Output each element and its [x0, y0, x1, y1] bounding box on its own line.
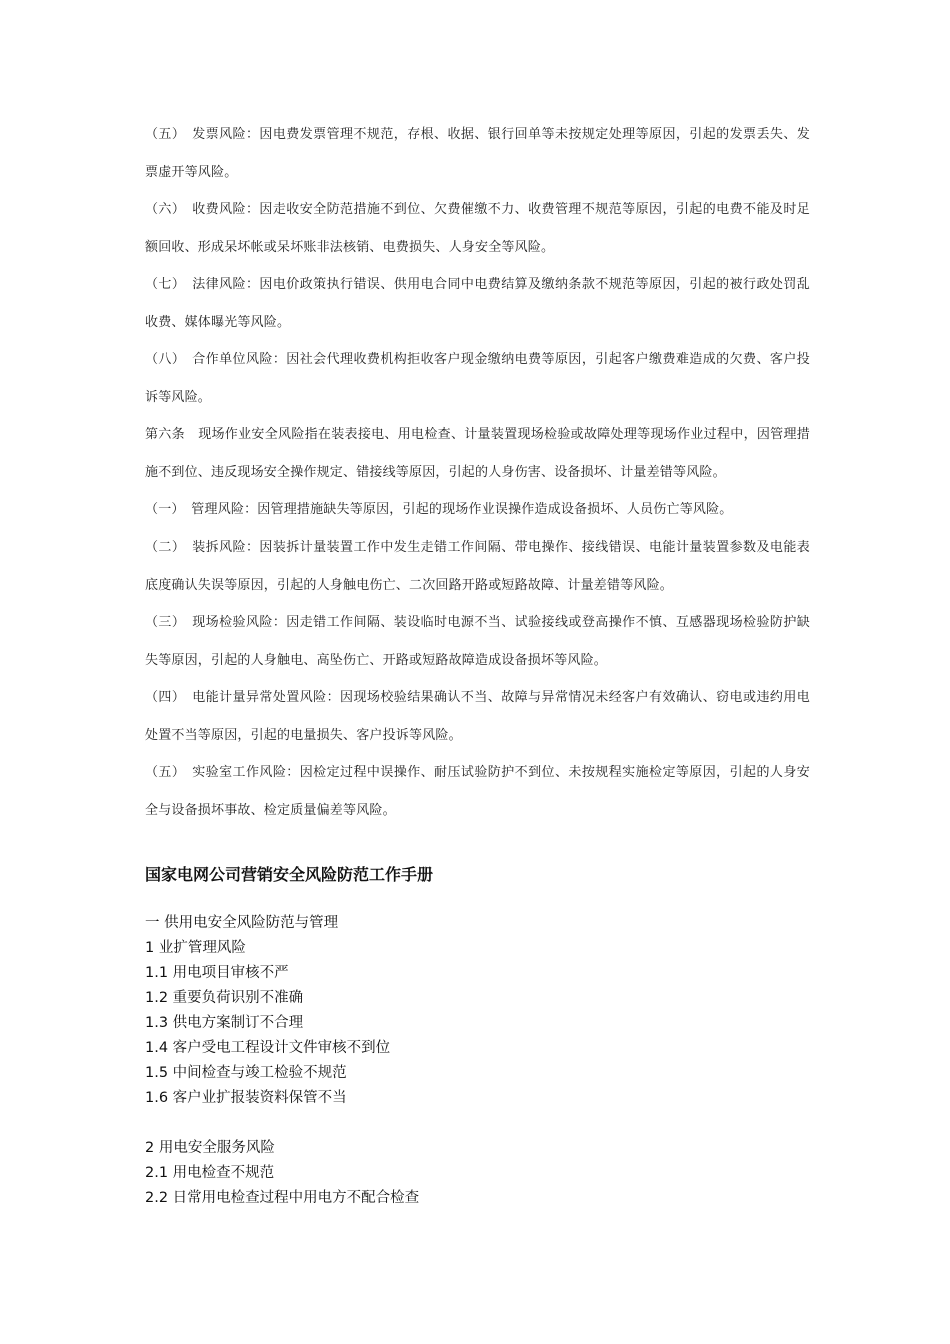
outline-item: 2 用电安全服务风险 — [145, 1140, 275, 1156]
outline-item: 2.2 日常用电检查过程中用电方不配合检查 — [145, 1190, 420, 1206]
paragraph-fee-collection-risk: （六） 收费风险：因走收安全防范措施不到位、欠费催缴不力、收费管理不规范等原因，引起的电费不能及时足额回收、形成呆坏帐或呆坏账非法核销、电费损失、人身安全等风险。 — [145, 202, 810, 255]
outline-item: 2.1 用电检查不规范 — [145, 1165, 275, 1181]
outline-item: 1.2 重要负荷识别不准确 — [145, 990, 304, 1006]
manual-title: 国家电网公司营销安全风险防范工作手册 — [145, 865, 434, 884]
outline-item: 1.3 供电方案制订不合理 — [145, 1015, 304, 1031]
outline-item: 一 供用电安全风险防范与管理 — [145, 915, 339, 931]
paragraph-field-inspection-risk: （三） 现场检验风险：因走错工作间隔、装设临时电源不当、试验接线或登高操作不慎、互感器现场检验防护缺失等原因，引起的人身触电、高坠伤亡、开路或短路故障造成设备损坏等风险。 — [145, 615, 810, 668]
paragraph-legal-risk: （七） 法律风险：因电价政策执行错误、供用电合同中电费结算及缴纳条款不规范等原因，引起的被行政处罚乱收费、媒体曝光等风险。 — [145, 277, 810, 330]
outline-item: 1.4 客户受电工程设计文件审核不到位 — [145, 1040, 391, 1056]
manual-outline — [145, 911, 810, 1211]
outline-item: 1.5 中间检查与竣工检验不规范 — [145, 1065, 347, 1081]
paragraph-article-six: 第六条 现场作业安全风险指在装表接电、用电检查、计量装置现场检验或故障处理等现场作业过程中，因管理措施不到位、违反现场安全操作规定、错接线等原因，引起的人身伤害、设备损坏、计量差错等风险。 — [145, 427, 810, 480]
paragraph-invoice-risk: （五） 发票风险：因电费发票管理不规范，存根、收据、银行回单等未按规定处理等原因，引起的发票丢失、发票虚开等风险。 — [145, 127, 810, 180]
paragraph-install-removal-risk: （二） 装拆风险：因装拆计量装置工作中发生走错工作间隔、带电操作、接线错误、电能计量装置参数及电能表底度确认失误等原因，引起的人身触电伤亡、二次回路开路或短路故障、计量差错等风险。 — [145, 540, 810, 593]
outline-spacer — [145, 1111, 810, 1136]
paragraph-laboratory-risk: （五） 实验室工作风险：因检定过程中误操作、耐压试验防护不到位、未按规程实施检定等原因，引起的人身安全与设备损坏事故、检定质量偏差等风险。 — [145, 765, 810, 818]
outline-item: 1 业扩管理风险 — [145, 940, 246, 956]
paragraph-partner-risk: （八） 合作单位风险：因社会代理收费机构拒收客户现金缴纳电费等原因，引起客户缴费难造成的欠费、客户投诉等风险。 — [145, 352, 810, 405]
outline-item: 1.1 用电项目审核不严 — [145, 965, 289, 981]
paragraph-metering-anomaly-risk: （四） 电能计量异常处置风险：因现场校验结果确认不当、故障与异常情况未经客户有效确认、窃电或违约用电处置不当等原因，引起的电量损失、客户投诉等风险。 — [145, 690, 810, 743]
outline-item: 1.6 客户业扩报装资料保管不当 — [145, 1090, 347, 1106]
paragraph-management-risk: （一） 管理风险：因管理措施缺失等原因，引起的现场作业误操作造成设备损坏、人员伤亡等风险。 — [145, 502, 733, 517]
